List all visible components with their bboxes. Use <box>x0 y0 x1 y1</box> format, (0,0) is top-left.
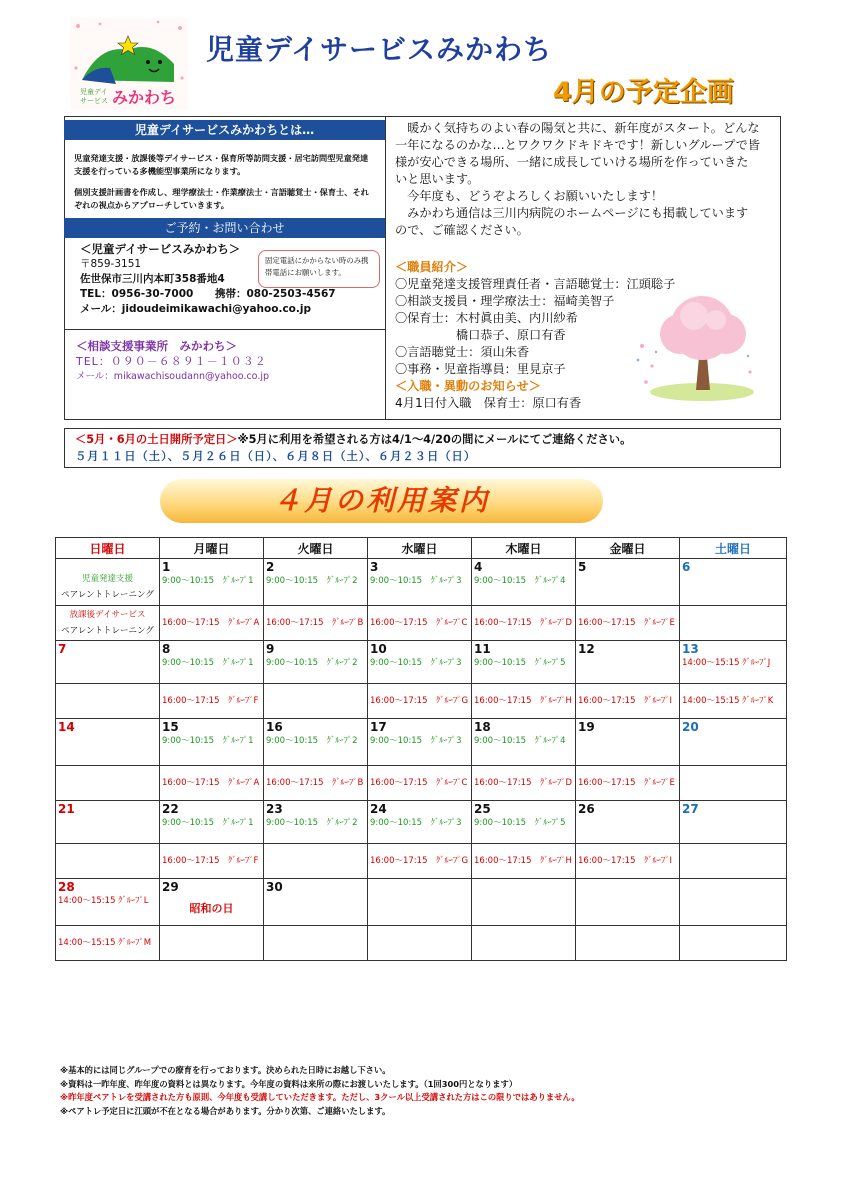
pm-slot: 16:00～17:15 ｸﾞﾙｰﾌﾟB <box>266 778 364 788</box>
day-number: 25 <box>474 802 491 816</box>
calendar-week-row-pm <box>56 844 787 879</box>
weekday-header: 月曜日 <box>160 538 264 559</box>
day-number <box>58 559 157 571</box>
calendar-day-pm-cell <box>56 684 160 719</box>
weekend-notice <box>64 428 781 468</box>
pm-slot: 16:00～17:15 ｸﾞﾙｰﾌﾟF <box>162 856 259 866</box>
pm-slot: 16:00～17:15 ｸﾞﾙｰﾌﾟD <box>474 778 573 788</box>
calendar-day-pm-cell <box>160 766 264 801</box>
calendar-day-pm-cell <box>472 844 576 879</box>
calendar-day-pm-cell <box>160 606 264 641</box>
pm-slot: 16:00～17:15 ｸﾞﾙｰﾌﾟI <box>578 856 672 866</box>
calendar-day-cell <box>472 559 576 606</box>
notice-dates: ５月１１日（土）、５月２６日（日）、６月８日（土）、６月２３日（日） <box>75 450 477 463</box>
calendar-day-pm-cell <box>56 844 160 879</box>
calendar-day-cell <box>56 641 160 684</box>
calendar-day-pm-cell <box>368 684 472 719</box>
weekday-header: 金曜日 <box>576 538 680 559</box>
calendar-day-cell <box>264 879 368 926</box>
footnote: ※資料は一昨年度、昨年度の資料とは異なります。今年度の資料は来所の際にお渡しいたします。（1回300円となります） <box>60 1078 518 1089</box>
am-slot: 9:00～10:15 ｸﾞﾙｰﾌﾟ1 <box>162 658 254 668</box>
am-slot: 14:00～15:15 ｸﾞﾙｰﾌﾟL <box>58 896 149 906</box>
calendar-day-cell <box>680 641 787 684</box>
day-number: 6 <box>682 560 691 574</box>
calendar-table <box>55 537 787 961</box>
calendar-week-row <box>56 641 787 684</box>
footnote: ※ペアトレ予定日に江頭が不在となる場合があります。分かり次第、ご連絡いたします。 <box>60 1105 391 1116</box>
day-number: 16 <box>266 720 283 734</box>
day-number: 24 <box>370 802 387 816</box>
calendar-day-pm-cell <box>264 926 368 961</box>
calendar-day-cell <box>576 559 680 606</box>
calendar-day-cell <box>368 879 472 926</box>
footnotes <box>60 1064 800 1118</box>
day-number: 5 <box>578 560 587 574</box>
pm-slot: 16:00～17:15 ｸﾞﾙｰﾌﾟH <box>474 696 572 706</box>
intro-line: ので、ご確認ください。 <box>395 223 529 237</box>
calendar-day-pm-cell <box>576 844 680 879</box>
notice-label: ＜5月・6月の土日開所予定日＞ <box>75 433 238 446</box>
calendar-day-pm-cell <box>368 606 472 641</box>
about-para-1: 児童発達支援・放課後等デイサービス・保育所等訪問支援・居宅訪問型児童発達支援を行っている多機能型事業所になります。 <box>74 153 369 176</box>
calendar-day-cell <box>680 801 787 844</box>
am-slot: 9:00～10:15 ｸﾞﾙｰﾌﾟ2 <box>266 818 358 828</box>
pm-slot: 14:00～15:15 ｸﾞﾙｰﾌﾟM <box>58 938 152 948</box>
calendar-day-cell <box>680 879 787 926</box>
staff-line: 橋口恭子、原口有香 <box>395 328 566 342</box>
calendar-week-row <box>56 719 787 766</box>
calendar-day-cell <box>264 641 368 684</box>
am-slot: 9:00～10:15 ｸﾞﾙｰﾌﾟ1 <box>162 736 254 746</box>
calendar-day-cell <box>576 801 680 844</box>
calendar-day-pm-cell <box>160 844 264 879</box>
phone-note: 固定電話にかからない時のみ携帯電話にお願いします。 <box>258 250 380 288</box>
am-slot: 9:00～10:15 ｸﾞﾙｰﾌﾟ2 <box>266 576 358 586</box>
legend-label: ペアレントトレーニング <box>61 590 154 600</box>
consult-name: ＜相談支援事業所 みかわち＞ <box>76 339 237 353</box>
intro-line: 様が安心できる場所、一緒に成長していける場所を作っていきた <box>395 155 749 169</box>
calendar-day-pm-cell <box>160 684 264 719</box>
contact-address: 佐世保市三川内本町358番地4 <box>80 273 225 285</box>
day-number: 14 <box>58 720 75 734</box>
day-number: 30 <box>266 880 283 894</box>
calendar-day-pm-cell <box>576 766 680 801</box>
day-number: 26 <box>578 802 595 816</box>
calendar-day-cell <box>160 559 264 606</box>
day-number: 11 <box>474 642 491 656</box>
pm-slot: 16:00～17:15 ｸﾞﾙｰﾌﾟC <box>370 778 468 788</box>
calendar-day-pm-cell <box>472 766 576 801</box>
staff-line: 〇言語聴覚士：須山朱香 <box>395 345 530 359</box>
am-slot: 9:00～10:15 ｸﾞﾙｰﾌﾟ3 <box>370 658 462 668</box>
svg-text:児童デイ: 児童デイ <box>80 88 108 96</box>
calendar-day-cell <box>56 719 160 766</box>
pm-slot: 16:00～17:15 ｸﾞﾙｰﾌﾟF <box>162 696 259 706</box>
day-number: 27 <box>682 802 699 816</box>
am-slot: 9:00～10:15 ｸﾞﾙｰﾌﾟ5 <box>474 658 566 668</box>
calendar-day-cell <box>368 559 472 606</box>
calendar-day-cell <box>576 719 680 766</box>
day-number: 29 <box>162 880 179 894</box>
calendar-day-pm-cell <box>56 606 160 641</box>
contact-name: ＜児童デイサービスみかわち＞ <box>80 242 241 256</box>
am-slot: 14:00～15:15 ｸﾞﾙｰﾌﾟJ <box>682 658 771 668</box>
am-slot: 9:00～10:15 ｸﾞﾙｰﾌﾟ2 <box>266 658 358 668</box>
staff-heading: ＜職員紹介＞ <box>395 260 469 274</box>
svg-text:サービス: サービス <box>80 97 108 105</box>
news-heading: ＜入職・異動のお知らせ＞ <box>395 379 541 393</box>
am-slot: 9:00～10:15 ｸﾞﾙｰﾌﾟ3 <box>370 736 462 746</box>
footnote: ※昨年度ペアトレを受講された方も原則、今年度も受講していただきます。ただし、3クール以上受講された方はこの限りではありません。 <box>60 1092 580 1102</box>
calendar-day-pm-cell <box>368 766 472 801</box>
contact-tel[interactable]: TEL：0956-30-7000 <box>80 288 194 300</box>
weekday-header: 水曜日 <box>368 538 472 559</box>
legend-label: 放課後デイサービス <box>69 610 146 620</box>
intro-text <box>395 120 780 239</box>
calendar-day-cell <box>160 879 264 926</box>
weekday-header: 土曜日 <box>680 538 787 559</box>
consult-tel[interactable]: TEL：０９０－６８９１－１０３２ <box>76 355 267 368</box>
calendar-day-pm-cell <box>576 606 680 641</box>
calendar-day-pm-cell <box>56 766 160 801</box>
day-number: 1 <box>162 560 171 574</box>
day-number: 20 <box>682 720 699 734</box>
calendar-day-pm-cell <box>264 766 368 801</box>
calendar-day-pm-cell <box>264 684 368 719</box>
am-slot: 9:00～10:15 ｸﾞﾙｰﾌﾟ3 <box>370 818 462 828</box>
calendar-week-row-pm <box>56 606 787 641</box>
weekday-header: 日曜日 <box>56 538 160 559</box>
notice-text: ※5月に利用を希望される方は4/1～4/20の間にメールにてご連絡ください。 <box>237 433 632 446</box>
weekday-header: 火曜日 <box>264 538 368 559</box>
pm-slot: 16:00～17:15 ｸﾞﾙｰﾌﾟB <box>266 618 364 628</box>
calendar-day-cell <box>160 801 264 844</box>
pm-slot: 16:00～17:15 ｸﾞﾙｰﾌﾟE <box>578 618 675 628</box>
calendar-day-cell <box>160 641 264 684</box>
am-slot: 9:00～10:15 ｸﾞﾙｰﾌﾟ1 <box>162 818 254 828</box>
day-number: 23 <box>266 802 283 816</box>
calendar-day-cell <box>264 801 368 844</box>
weekday-header: 木曜日 <box>472 538 576 559</box>
contact-mail[interactable]: メール：jidoudeimikawachi@yahoo.co.jp <box>80 303 311 315</box>
pm-slot: 16:00～17:15 ｸﾞﾙｰﾌﾟA <box>162 778 260 788</box>
calendar-day-cell <box>680 559 787 606</box>
staff-line: 〇相談支援員・理学療法士：福崎美智子 <box>395 294 615 308</box>
logo <box>70 18 188 110</box>
calendar-day-cell <box>472 641 576 684</box>
am-slot: 9:00～10:15 ｸﾞﾙｰﾌﾟ4 <box>474 736 566 746</box>
pm-slot: 16:00～17:15 ｸﾞﾙｰﾌﾟA <box>162 618 260 628</box>
calendar-week-row <box>56 559 787 606</box>
am-slot: 9:00～10:15 ｸﾞﾙｰﾌﾟ3 <box>370 576 462 586</box>
pm-slot: 16:00～17:15 ｸﾞﾙｰﾌﾟC <box>370 618 468 628</box>
calendar-day-cell <box>576 879 680 926</box>
intro-line: 今年度も、どうぞよろしくお願いいたします！ <box>395 189 664 203</box>
day-number: 7 <box>58 642 67 656</box>
calendar-day-cell <box>264 719 368 766</box>
staff-line: 〇児童発達支援管理責任者・言語聴覚士：江頭聡子 <box>395 277 676 291</box>
calendar-day-cell <box>264 559 368 606</box>
calendar-day-cell <box>472 719 576 766</box>
cherry-tree-illustration <box>632 286 757 404</box>
calendar-day-pm-cell <box>56 926 160 961</box>
calendar-day-cell <box>368 801 472 844</box>
calendar-day-cell <box>56 559 160 606</box>
intro-line: 一年になるのかな…とワクワクドキドキです！新しいグループで皆 <box>395 138 761 152</box>
consult-mail[interactable]: メール：mikawachisoudann@yahoo.co.jp <box>76 371 270 382</box>
svg-text:みかわち: みかわち <box>112 88 177 107</box>
calendar-day-pm-cell <box>160 926 264 961</box>
day-number: 12 <box>578 642 595 656</box>
about-para-2: 個別支援計画書を作成し、理学療法士・作業療法士・言語聴覚士・保育士、それぞれの視点からアプローチしていきます。 <box>74 187 369 210</box>
calendar-day-pm-cell <box>576 684 680 719</box>
calendar-day-pm-cell <box>680 844 787 879</box>
calendar-week-row <box>56 879 787 926</box>
calendar-week-row-pm <box>56 926 787 961</box>
calendar-day-pm-cell <box>680 766 787 801</box>
day-number: 8 <box>162 642 171 656</box>
calendar-day-pm-cell <box>472 926 576 961</box>
calendar-day-pm-cell <box>680 926 787 961</box>
day-number: 2 <box>266 560 275 574</box>
legend-label: ペアレントトレーニング <box>61 626 154 636</box>
am-slot: 9:00～10:15 ｸﾞﾙｰﾌﾟ4 <box>474 576 566 586</box>
am-slot: 9:00～10:15 ｸﾞﾙｰﾌﾟ2 <box>266 736 358 746</box>
calendar-day-cell <box>472 801 576 844</box>
day-number: 17 <box>370 720 387 734</box>
day-number: 19 <box>578 720 595 734</box>
contact-heading: ご予約・お問い合わせ <box>64 218 385 238</box>
staff-line: 〇事務・児童指導員：里見京子 <box>395 362 566 376</box>
calendar-day-cell <box>56 801 160 844</box>
calendar-day-pm-cell <box>368 926 472 961</box>
calendar-week-row <box>56 801 787 844</box>
day-number: 28 <box>58 880 75 894</box>
usage-banner-title: ４月の利用案内 <box>272 484 490 517</box>
intro-line: 暖かく気持ちのよい春の陽気と共に、新年度がスタート。どんな <box>395 121 760 135</box>
calendar-week-row-pm <box>56 766 787 801</box>
day-number: 21 <box>58 802 75 816</box>
calendar-day-pm-cell <box>264 844 368 879</box>
am-slot: 9:00～10:15 ｸﾞﾙｰﾌﾟ1 <box>162 576 254 586</box>
footnote: ※基本的には同じグループでの療育を行っております。決められた日時にお越し下さい。 <box>60 1065 391 1075</box>
contact-mobile[interactable]: 携帯：080-2503-4567 <box>214 288 336 300</box>
calendar-day-cell <box>368 719 472 766</box>
day-number: 13 <box>682 642 699 656</box>
calendar-day-pm-cell <box>472 684 576 719</box>
day-number: 9 <box>266 642 275 656</box>
am-slot: 9:00～10:15 ｸﾞﾙｰﾌﾟ5 <box>474 818 566 828</box>
holiday-label: 昭和の日 <box>189 902 234 915</box>
calendar-week-row-pm <box>56 684 787 719</box>
calendar-day-cell <box>160 719 264 766</box>
staff-line: 〇保育士：木村眞由美、内川紗希 <box>395 311 578 325</box>
calendar-header-row <box>56 538 787 559</box>
day-number: 22 <box>162 802 179 816</box>
legend-label: 児童発達支援 <box>81 574 133 584</box>
calendar-day-cell <box>368 641 472 684</box>
day-number: 3 <box>370 560 379 574</box>
pm-slot: 16:00～17:15 ｸﾞﾙｰﾌﾟD <box>474 618 573 628</box>
pm-slot: 16:00～17:15 ｸﾞﾙｰﾌﾟG <box>370 696 469 706</box>
news-text: 4月1日付入職 保育士：原口有香 <box>395 396 582 410</box>
calendar-day-cell <box>56 879 160 926</box>
calendar-day-cell <box>680 719 787 766</box>
day-number: 4 <box>474 560 483 574</box>
pm-slot: 16:00～17:15 ｸﾞﾙｰﾌﾟG <box>370 856 469 866</box>
day-number: 10 <box>370 642 387 656</box>
intro-line: みかわち通信は三川内病院のホームページにも掲載しています <box>395 206 749 220</box>
pm-slot: 16:00～17:15 ｸﾞﾙｰﾌﾟI <box>578 696 672 706</box>
calendar-day-pm-cell <box>576 926 680 961</box>
about-heading: 児童デイサービスみかわちとは… <box>64 120 385 140</box>
calendar-day-pm-cell <box>264 606 368 641</box>
intro-line: いと思います。 <box>395 172 480 186</box>
calendar-day-pm-cell <box>368 844 472 879</box>
calendar-day-cell <box>576 641 680 684</box>
calendar-day-pm-cell <box>472 606 576 641</box>
day-number: 15 <box>162 720 179 734</box>
calendar-day-pm-cell <box>680 684 787 719</box>
pm-slot: 16:00～17:15 ｸﾞﾙｰﾌﾟE <box>578 778 675 788</box>
pm-slot: 14:00～15:15 ｸﾞﾙｰﾌﾟK <box>682 696 774 706</box>
page-subtitle: 4月の予定企画 <box>553 77 734 108</box>
calendar-day-cell <box>472 879 576 926</box>
contact-postal: 〒859-3151 <box>80 258 142 270</box>
calendar-day-pm-cell <box>680 606 787 641</box>
day-number: 18 <box>474 720 491 734</box>
pm-slot: 16:00～17:15 ｸﾞﾙｰﾌﾟH <box>474 856 572 866</box>
page-title: 児童デイサービスみかわち <box>206 33 553 66</box>
